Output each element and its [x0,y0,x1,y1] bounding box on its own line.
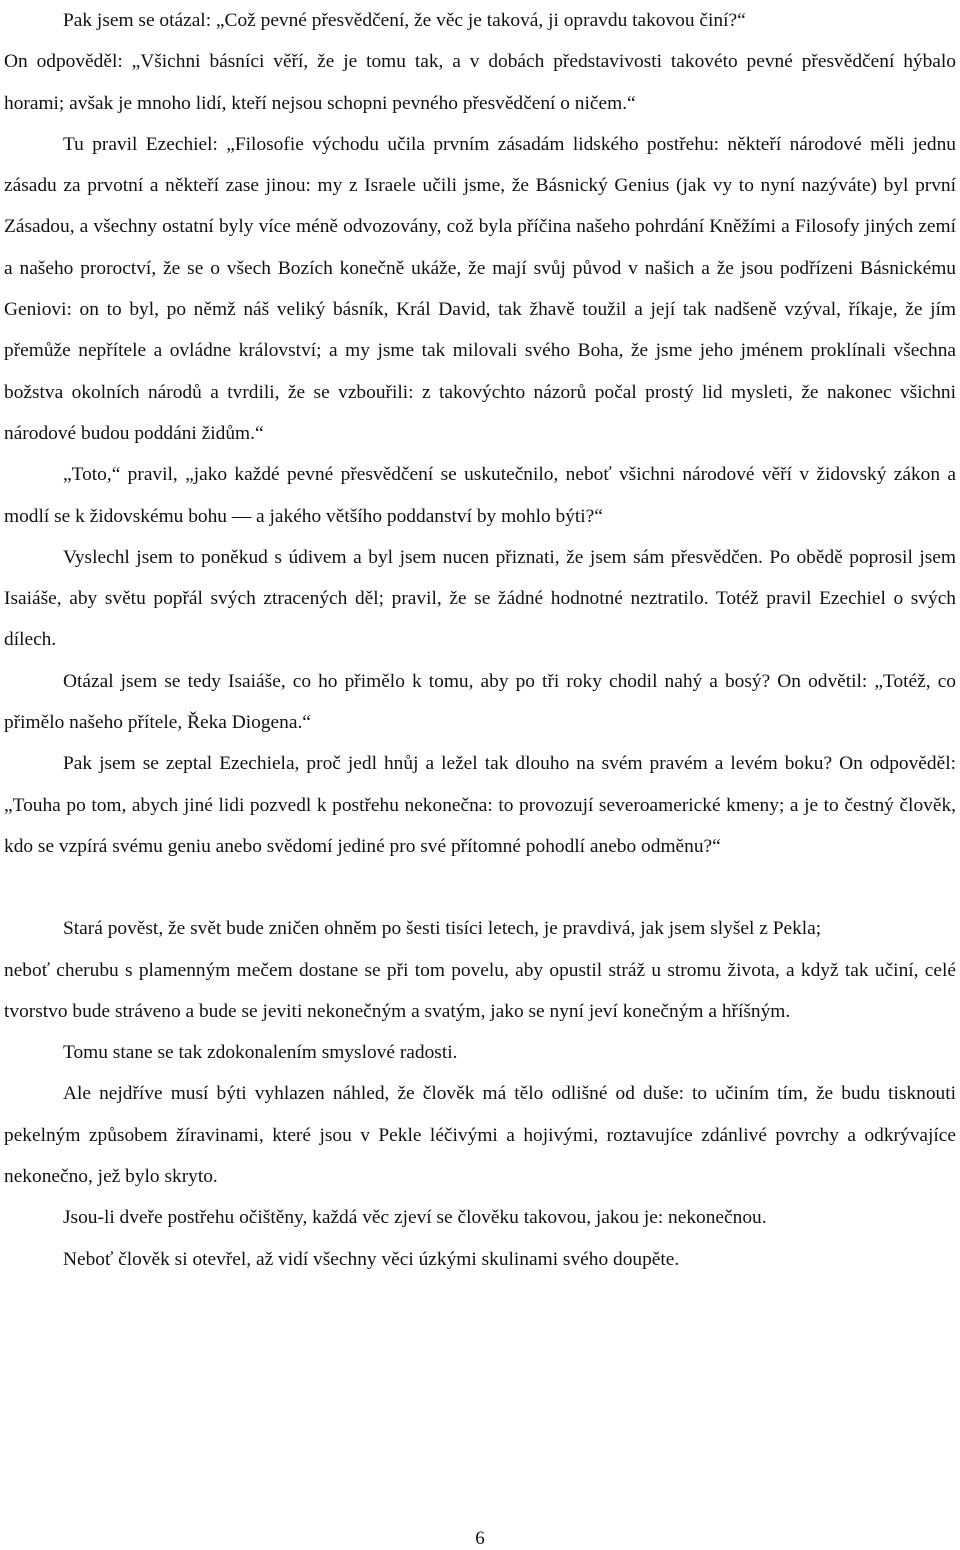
paragraph-cherub: neboť cherubu s plamenným mečem dostane se při tom povelu, aby opustil stráž u stromu života, a když tak učiní, celé tvorstvo bude stráveno a bude se jeviti nekonečným a svatým, jako se nyní jeví konečným a hříšným. [4,959,956,1022]
paragraph-ezekiel-dung: Pak jsem se zeptal Ezechiela, proč jedl hnůj a ležel tak dlouho na svém pravém a levém boku? On odpověděl: „Touha po tom, abych jiné lidi pozvedl k postřehu nekonečna: to provozují severoamerické kmeny; a je to čestný člověk, kdo se vzpírá svému geniu anebo svědomí jediné pro své přítomné pohodlí anebo odměnu?“ [4,753,956,857]
paragraph-ezekiel-philosophy: Tu pravil Ezechiel: „Filosofie východu učila prvním zásadám lidského postřehu: někteří národové měli jednu zásadu za prvotní a někteří zase jinou: my z Israele učili jsme, že Básnický Genius (jak vy to nyní nazýváte) byl první Zásadou, a všechny ostatní byly více méně odvozovány, což byla příčina našeho pohrdání Kněžími a Filosofy jiných zemí a našeho proroctví, že se o všech Bozích konečně ukáže, že mají svůj původ v našich a že jsou podřízeni Básnickému Geniovi: on to byl, po němž náš veliký básník, Král David, tak žhavě toužil a její tak nadšeně vzýval, říkaje, že jím přemůže nepřítele a ovládne království; a my jsme tak milovali svého Boha, že jsme jeho jménem proklínali všechna božstva okolních národů a tvrdili, že se vzbouřili: z takovýchto názorů počal prostý lid mysleti, že nakonec všichni národové budou poddáni židům.“ [4,133,956,444]
paragraph-lunch-isaiah: Vyslechl jsem to poněkud s údivem a byl jsem nucen přiznati, že jsem sám přesvědčen. Po obědě poprosil jsem Isaiáše, aby světu popřál svých ztracených děl; pravil, že se žádné hodnotné neztratilo. Totéž pravil Ezechiel o svých dílech. [4,546,956,651]
page-number: 6 [475,1528,485,1549]
paragraph-doors-perception: Jsou-li dveře postřehu očištěny, každá věc zjeví se člověku takovou, jakou je: nekonečnou. [63,1207,767,1229]
paragraph-question-conviction: Pak jsem se otázal: „Což pevné přesvědčení, že věc je taková, ji opravdu takovou činí?“ [63,10,746,31]
section-gap [4,867,956,908]
paragraph-body-soul: Ale nejdříve musí býti vyhlazen náhled, že člověk má tělo odlišné od duše: to učiním tím, že budu tisknouti pekelným způsobem žíravinami, které jsou v Pekle léčivými a hojivými, roztavujíce zdánlivé povrchy a odkrývajíce nekonečno, jež bylo skryto. [4,1083,956,1188]
paragraph-old-legend: Stará pověst, že svět bude zničen ohněm po šesti tisíci letech, je pravdivá, jak jsem slyšel z Pekla; [63,918,822,940]
paragraph-cavern: Neboť člověk si otevřel, až vidí všechny věci úzkými skulinami svého doupěte. [63,1248,680,1270]
text-body [4,0,956,1280]
paragraph-naked-barefoot: Otázal jsem se tedy Isaiáše, co ho přimělo k tomu, aby po tři roky chodil nahý a bosý? On odvětil: „Totéž, co přimělo našeho přítele, Řeka Diogena.“ [4,670,956,734]
paragraph-sensual-delight: Tomu stane se tak zdokonalením smyslové radosti. [63,1042,458,1064]
paragraph-toto: „Toto,“ pravil, „jako každé pevné přesvědčení se uskutečnilo, neboť všichni národové věří v židovský zákon a modlí se k židovskému bohu — a jakého většího poddanství by mohlo býti?“ [4,464,956,527]
paragraph-poets-answer: On odpověděl: „Všichni básníci věří, že je tomu tak, a v dobách představivosti takovéto pevné přesvědčení hýbalo horami; avšak je mnoho lidí, kteří nejsou schopni pevného přesvědčení o ničem.“ [4,51,956,114]
